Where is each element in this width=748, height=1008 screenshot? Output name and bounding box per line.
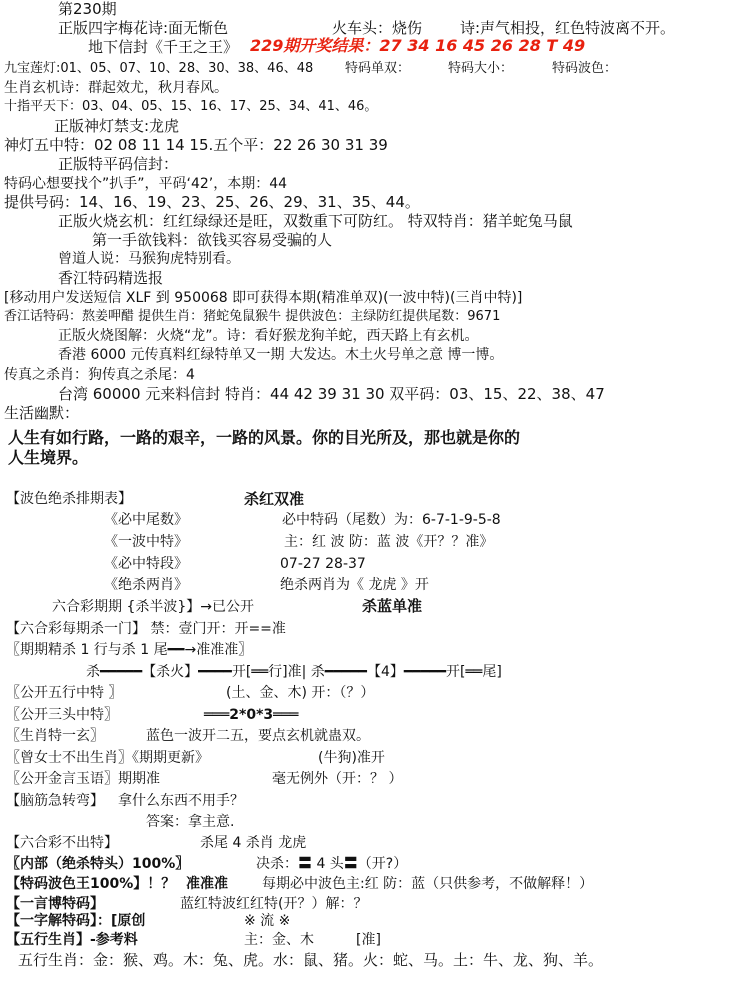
segment-value: 07-27 28-37	[280, 556, 366, 572]
train-head-line: 火车头：烧伤	[332, 19, 423, 37]
size-label: 特码大小：	[448, 61, 514, 76]
five-elements-value: (土、金、木) 开：（？）	[226, 685, 375, 701]
one-word-value: 蓝红特波红红特(开？）解：？	[180, 896, 368, 912]
taiwan-envelope: 台湾 60000 元来料信封 特肖：44 42 39 31 30 双平码：03、15、22、38、47	[58, 385, 605, 403]
five-elements-label: 〖公开五行中特 〗	[6, 685, 123, 701]
odd-even-label: 特码单双：	[345, 61, 411, 76]
riddle-label: 【脑筋急转弯】	[6, 793, 104, 809]
ten-fingers-numbers: 十指平天下：03、04、05、15、16、17、25、34、41、46。	[4, 99, 378, 114]
riddle-answer: 答案：拿主意.	[146, 814, 235, 830]
five-zodiac-main: 主：金、木	[244, 932, 314, 948]
humor-title: 生活幽默：	[4, 404, 80, 422]
segment-label: 《必中特段》	[104, 556, 188, 572]
golden-words-value: 毫无例外（开：？ ）	[272, 771, 403, 787]
kill-one-door: 【六合彩每期杀一门】 禁：壹门开：开==准	[6, 621, 286, 637]
humor-text-line2: 人生境界。	[8, 448, 89, 467]
lamp-five-numbers: 神灯五中特：02 08 11 14 15.五个平：22 26 30 31 39	[4, 136, 388, 154]
kill-fire-bar: 杀━━━━━【杀火】━━━━开[══行]准| 杀━━━━━【4】━━━━━开[══尾]	[86, 664, 502, 680]
one-char-label: 【一字解特码】：[原创	[6, 913, 146, 929]
not-out-label: 【六合彩不出特】	[6, 835, 118, 851]
one-word-label: 【一言博特码】	[6, 896, 104, 912]
hongkong-fax: 香港 6000 元传真料红绿特单又一期 大发达。木土火号单之意 博一博。	[58, 347, 504, 363]
inner-kill-value: 决杀：〓 4 头〓（开?）	[256, 856, 408, 872]
riddle-question: 拿什么东西不用手？	[118, 793, 244, 809]
ms-zeng-label: 〖曾女士不出生肖〗《期期更新》	[6, 750, 209, 766]
golden-words-label: 〖公开金言玉语〗期期准	[6, 771, 160, 787]
humor-text-line1: 人生有如行路，一路的艰辛，一路的风景。你的目光所及，那也就是你的	[8, 428, 521, 447]
kill-line-tail: 〖期期精杀 1 行与杀 1 尾━━→准准准〗	[6, 642, 253, 658]
fax-kill: 传真之杀肖：狗传真之杀尾：4	[4, 367, 195, 383]
tail-label: 《必中尾数》	[104, 512, 188, 528]
wave-label: 《一波中特》	[104, 534, 188, 550]
plum-poem-line: 正版四字梅花诗:面无惭色	[58, 19, 229, 37]
five-zodiac-accurate: [准]	[356, 932, 381, 948]
tail-value: 必中特码（尾数）为：6-7-1-9-5-8	[282, 512, 501, 528]
lottery-result-banner: 229期开奖结果：27 34 16 45 26 28 T 49	[250, 36, 586, 55]
envelope-line: 地下信封《千王之王》	[88, 38, 239, 56]
wave-table-title: 【波色绝杀排期表】	[6, 491, 132, 507]
poem-line: 诗:声气相投，红色特波离不开。	[460, 19, 676, 37]
first-hand-material: 第一手欲钱料：欲钱买容易受骗的人	[92, 231, 333, 249]
lotus-lamp-numbers: 九宝莲灯:01、05、07、10、28、30、38、46、48	[4, 61, 314, 76]
kill-blue-odd: 杀蓝单准	[362, 597, 423, 615]
wave-king-accuracy: 准准准	[186, 876, 228, 892]
zodiac-mystery-value: 蓝色一波开二五，要点玄机就蛊双。	[146, 728, 370, 744]
inner-kill-label: 〖内部（绝杀特头）100%〗	[6, 856, 190, 872]
zodiac-poem: 生肖玄机诗：群起效尤，秋月春风。	[4, 80, 228, 96]
issue-number: 第230期	[58, 0, 117, 18]
wave-king-label: 【特码波色王100%】！？	[6, 876, 176, 892]
three-heads-value: ═══2*0*3═══	[204, 707, 299, 723]
half-wave-label: 六合彩期期 {杀半波}】→已公开	[52, 599, 254, 615]
three-heads-label: 〖公开三头中特〗	[6, 707, 118, 723]
five-zodiac-table: 五行生肖：金：猴、鸡。木：兔、虎。水：鼠、猪。火：蛇、马。土：牛、龙、狗、羊。	[18, 951, 604, 969]
zodiac-mystery-label: 〖生肖特一玄〗	[6, 728, 104, 744]
kill-red-even: 杀红双准	[244, 490, 305, 508]
lamp-forbidden: 正版神灯禁支:龙虎	[54, 117, 180, 135]
xiangjiang-saying: 香江话特码：熬姜呷醋 提供生肖：猪蛇兔鼠猴牛 提供波色：主绿防红提供尾数：9671	[4, 309, 501, 324]
provided-numbers: 提供号码：14、16、19、23、25、26、29、31、35、44。	[4, 193, 420, 211]
wave-king-value: 每期必中波色主:红 防：蓝（只供参考，不做解释！）	[262, 876, 594, 892]
sms-promo: [移动用户发送短信 XLF 到 950068 即可获得本期(精准单双)(一波中特)(三肖中特)]	[4, 290, 523, 306]
kill-two-label: 《绝杀两肖》	[104, 577, 188, 593]
wave-color-label: 特码波色：	[552, 61, 618, 76]
kill-two-value: 绝杀两肖为《 龙虎 》开	[280, 577, 429, 593]
ms-zeng-value: (牛狗)准开	[318, 750, 385, 766]
fire-mystery: 正版火烧玄机：红红绿绿还是旺，双数重下可防红。 特双特肖：猪羊蛇兔马鼠	[58, 212, 573, 230]
one-char-value: ※ 流 ※	[244, 913, 291, 929]
xiangjiang-report-title: 香江特码精选报	[58, 269, 164, 287]
flat-code-envelope: 正版特平码信封：	[58, 155, 179, 173]
five-zodiac-label: 【五行生肖】-参考料	[6, 932, 138, 948]
zeng-says: 曾道人说：马猴狗虎特别看。	[58, 251, 240, 267]
fire-diagram: 正版火烧图解：火烧“龙”。诗：看好猴龙狗羊蛇，西天路上有玄机。	[58, 328, 479, 344]
thief-riddle: 特码心想要找个”扒手”，平码‘42’，本期：44	[4, 176, 288, 192]
not-out-value: 杀尾 4 杀肖 龙虎	[200, 835, 307, 851]
wave-value: 主：红 波 防：蓝 波《开？？准》	[284, 534, 494, 550]
